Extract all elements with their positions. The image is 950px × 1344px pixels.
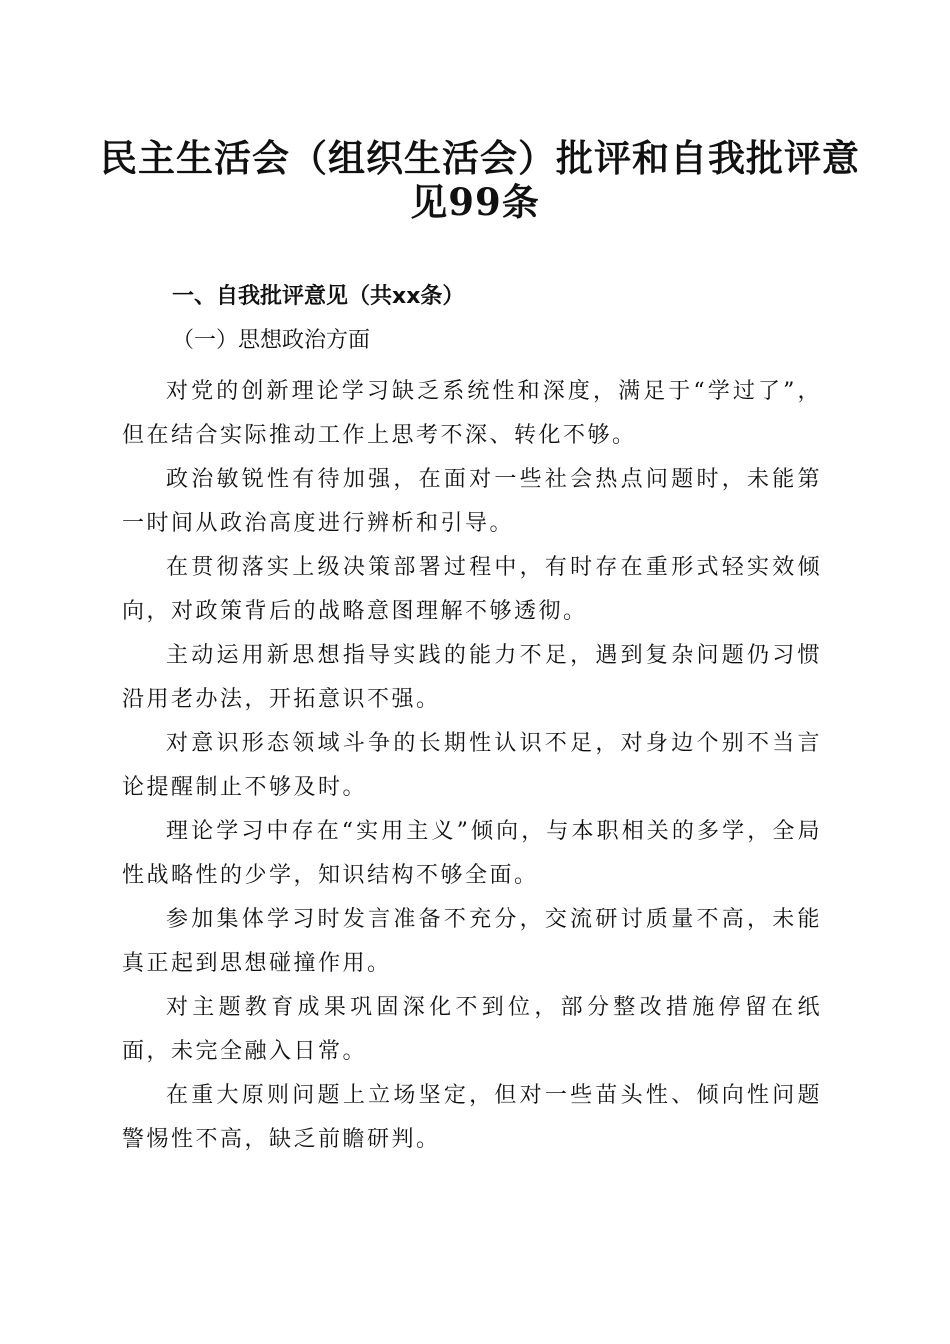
document-title <box>100 136 860 224</box>
list-item: 政治敏锐性有待加强，在面对一些社会热点问题时，未能第一时间从政治高度进行辨析和引导。 <box>122 467 822 536</box>
list-item: 主动运用新思想指导实践的能力不足，遇到复杂问题仍习惯沿用老办法，开拓意识不强。 <box>122 643 822 712</box>
list-item: 对党的创新理论学习缺乏系统性和深度，满足于“学过了”，但在结合实际推动工作上思考不深、转化不够。 <box>122 379 822 448</box>
title-line-2: 见99条 <box>410 180 540 224</box>
list-item: 参加集体学习时发言准备不充分，交流研讨质量不高，未能真正起到思想碰撞作用。 <box>122 907 822 976</box>
list-item: 在重大原则问题上立场坚定，但对一些苗头性、倾向性问题警惕性不高，缺乏前瞻研判。 <box>122 1083 822 1152</box>
list-item: 在贯彻落实上级决策部署过程中，有时存在重形式轻实效倾向，对政策背后的战略意图理解不够透彻。 <box>122 555 822 624</box>
title-line-1: 民主生活会（组织生活会）批评和自我批评意 <box>100 136 860 180</box>
item-list <box>122 370 822 1162</box>
list-item: 对主题教育成果巩固深化不到位，部分整改措施停留在纸面，未完全融入日常。 <box>122 995 822 1064</box>
section-heading: 一、自我批评意见（共xx条） <box>172 284 465 309</box>
list-item: 对意识形态领域斗争的长期性认识不足，对身边个别不当言论提醒制止不够及时。 <box>122 731 822 800</box>
subsection-heading: （一）思想政治方面 <box>172 328 371 353</box>
list-item: 理论学习中存在“实用主义”倾向，与本职相关的多学，全局性战略性的少学，知识结构不够全面。 <box>122 819 822 888</box>
